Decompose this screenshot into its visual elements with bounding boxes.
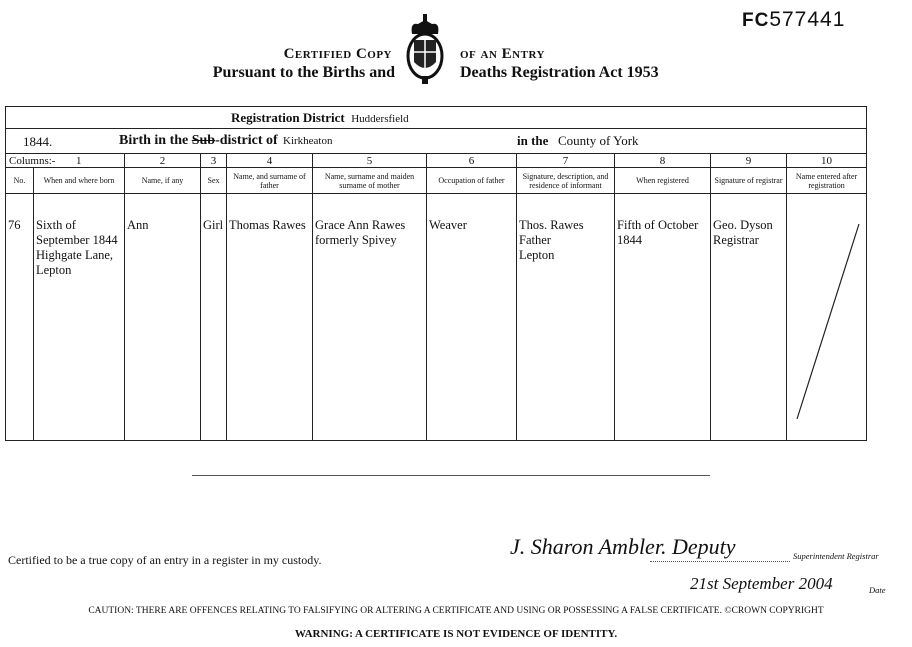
entry-cell: Ann (125, 194, 201, 441)
column-number: 2 (125, 154, 201, 168)
entry-cell: Weaver (427, 194, 517, 441)
title-right-2: Deaths Registration Act 1953 (460, 64, 659, 81)
column-number: 7 (517, 154, 615, 168)
royal-crest-icon (396, 12, 456, 87)
column-header: Name, and surname of father (227, 168, 313, 194)
subdistrict-label (119, 133, 278, 149)
entry-cell: Grace Ann Rawes formerly Spivey (313, 194, 427, 441)
column-number-cell (6, 154, 125, 168)
column-number: 1 (76, 154, 82, 167)
registrar-signature: J. Sharon Ambler. Deputy (510, 534, 736, 559)
serial-prefix: FC (742, 10, 770, 31)
subdistrict-value: Kirkheaton (283, 135, 333, 147)
serial-digits: 577441 (769, 8, 846, 31)
columns-label: Columns:- (9, 154, 56, 167)
county-label: in the (517, 133, 549, 148)
struck-text: Sub (191, 133, 216, 148)
entry-cell: Sixth of September 1844 Highgate Lane, Lepton (34, 194, 125, 441)
entry-cell: Fifth of October 1844 (615, 194, 711, 441)
certified-statement: Certified to be a true copy of an entry in a register in my custody. (8, 553, 322, 567)
district-value: Huddersfield (351, 112, 409, 125)
registration-district-row (6, 107, 867, 129)
title-right-1: of an Entry (460, 46, 545, 62)
column-header: Name, surname and maiden surname of mother (313, 168, 427, 194)
district-label: Registration District (231, 109, 345, 125)
entry-cell: 76 (6, 194, 34, 441)
birth-subdistrict-row (6, 129, 867, 154)
column-number: 5 (313, 154, 427, 168)
column-numbers-row (6, 154, 867, 168)
register-entry-table (5, 106, 867, 441)
caution-text: CAUTION: THERE ARE OFFENCES RELATING TO FALSIFYING OR ALTERING A CERTIFICATE AND USING OR POSSESSING A FALSE CERTIFICATE. ©CROWN COPYRIGHT (88, 606, 824, 616)
entry-cell: Geo. Dyson Registrar (711, 194, 787, 441)
entry-cell: Thos. Rawes Father Lepton (517, 194, 615, 441)
signature-line (650, 561, 790, 562)
column-header: No. (6, 168, 34, 194)
table-row (6, 194, 867, 441)
column-number: 8 (615, 154, 711, 168)
column-header: Occupation of father (427, 168, 517, 194)
column-number: 4 (227, 154, 313, 168)
serial-number (742, 8, 845, 32)
column-header: Sex (201, 168, 227, 194)
entry-cell: Girl (201, 194, 227, 441)
column-header: Name, if any (125, 168, 201, 194)
column-header: When and where born (34, 168, 125, 194)
column-headers-row (6, 168, 867, 194)
signature-date: 21st September 2004 (690, 574, 833, 593)
column-header: When registered (615, 168, 711, 194)
column-number: 6 (427, 154, 517, 168)
cancel-stroke (787, 194, 867, 434)
column-header: Signature, description, and residence of informant (517, 168, 615, 194)
label-part: -district of (215, 133, 278, 148)
entry-cell: Thomas Rawes (227, 194, 313, 441)
column-number: 3 (201, 154, 227, 168)
column-header: Signature of registrar (711, 168, 787, 194)
title-left-1: Certified Copy (283, 46, 392, 62)
title-left-2: Pursuant to the Births and (212, 64, 395, 81)
label-part: Birth in the (119, 133, 192, 148)
signature-role: Superintendent Registrar (793, 551, 879, 561)
column-number: 9 (711, 154, 787, 168)
warning-text: WARNING: A CERTIFICATE IS NOT EVIDENCE OF IDENTITY. (294, 628, 618, 640)
divider (192, 475, 710, 476)
date-label: Date (869, 585, 886, 595)
column-number: 10 (787, 154, 867, 168)
column-header: Name entered after registration (787, 168, 867, 194)
entry-cell (787, 194, 867, 441)
year: 1844. (23, 134, 53, 149)
county-value: County of York (558, 133, 639, 148)
